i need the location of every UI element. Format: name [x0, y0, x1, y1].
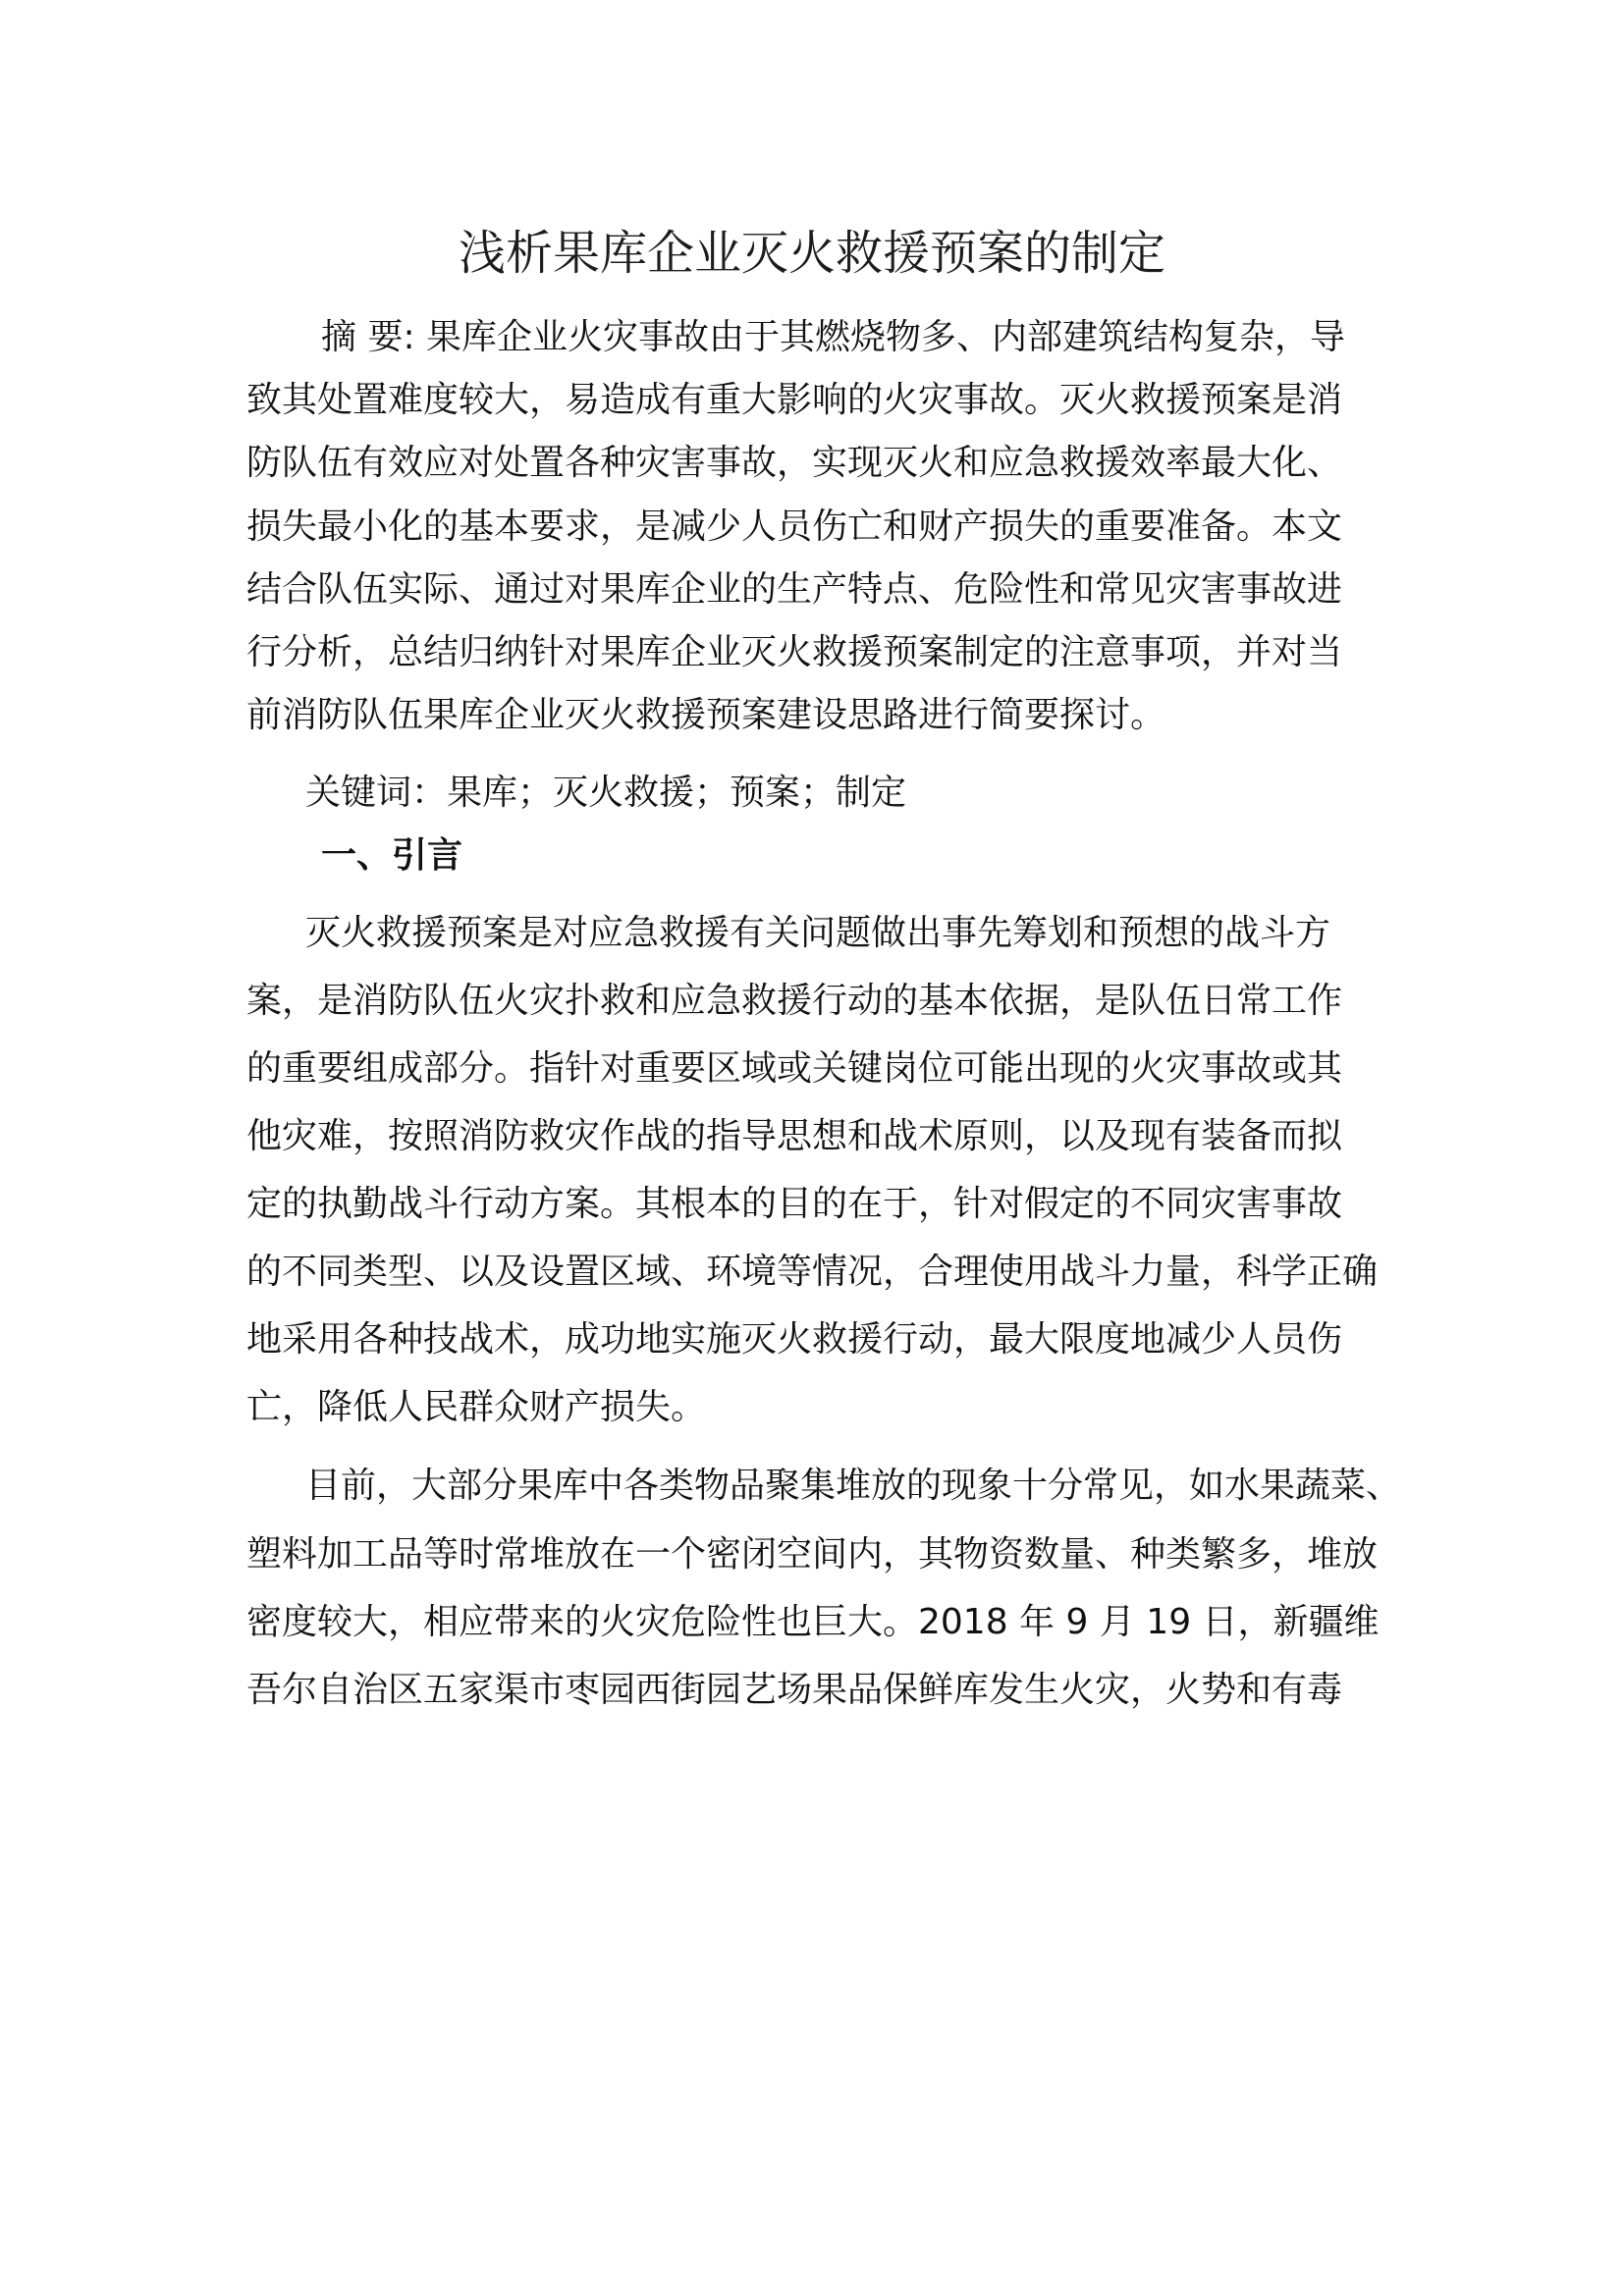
paragraph-line: 目前，大部分果库中各类物品聚集堆放的现象十分常见，如水果蔬菜、	[305, 1466, 1402, 1506]
paragraph-line: 塑料加工品等时常堆放在一个密闭空间内，其物资数量、种类繁多，堆放	[246, 1534, 1379, 1575]
abstract-line: 摘 要: 果库企业火灾事故由于其燃烧物多、内部建筑结构复杂，导	[321, 317, 1346, 357]
abstract-line: 防队伍有效应对处置各种灾害事故，实现灭火和应急救援效率最大化、	[246, 443, 1343, 483]
paragraph-line: 他灾难，按照消防救灾作战的指导思想和战术原则，以及现有装备而拟	[246, 1116, 1343, 1156]
paragraph-line: 灭火救援预案是对应急救援有关问题做出事先筹划和预想的战斗方	[305, 913, 1331, 953]
abstract-line: 致其处置难度较大，易造成有重大影响的火灾事故。灭火救援预案是消	[246, 380, 1343, 420]
paragraph-line: 地采用各种技战术，成功地实施灭火救援行动，最大限度地减少人员伤	[246, 1319, 1343, 1360]
paragraph-line: 的不同类型、以及设置区域、环境等情况，合理使用战斗力量，科学正确	[246, 1252, 1379, 1292]
paragraph-line: 亡，降低人民群众财产损失。	[246, 1387, 707, 1427]
abstract-line: 结合队伍实际、通过对果库企业的生产特点、危险性和常见灾害事故进	[246, 569, 1343, 610]
section-heading: 一、引言	[321, 835, 463, 876]
paragraph-line: 定的执勤战斗行动方案。其根本的目的在于，针对假定的不同灾害事故	[246, 1184, 1343, 1224]
keywords-line: 关键词：果库；灭火救援；预案；制定	[305, 773, 907, 813]
paragraph-line: 案，是消防队伍火灾扑救和应急救援行动的基本依据，是队伍日常工作	[246, 981, 1343, 1021]
paragraph-line: 的重要组成部分。指针对重要区域或关键岗位可能出现的火灾事故或其	[246, 1048, 1343, 1089]
abstract-line: 损失最小化的基本要求，是减少人员伤亡和财产损失的重要准备。本文	[246, 507, 1343, 547]
abstract-line: 行分析，总结归纳针对果库企业灭火救援预案制定的注意事项，并对当	[246, 632, 1343, 672]
abstract-line: 前消防队伍果库企业灭火救援预案建设思路进行简要探讨。	[246, 695, 1166, 735]
document-title: 浅析果库企业灭火救援预案的制定	[458, 226, 1165, 281]
paragraph-line: 密度较大，相应带来的火灾危险性也巨大。2018 年 9 月 19 日，新疆维	[246, 1602, 1380, 1642]
paragraph-line: 吾尔自治区五家渠市枣园西街园艺场果品保鲜库发生火灾，火势和有毒	[246, 1670, 1343, 1710]
